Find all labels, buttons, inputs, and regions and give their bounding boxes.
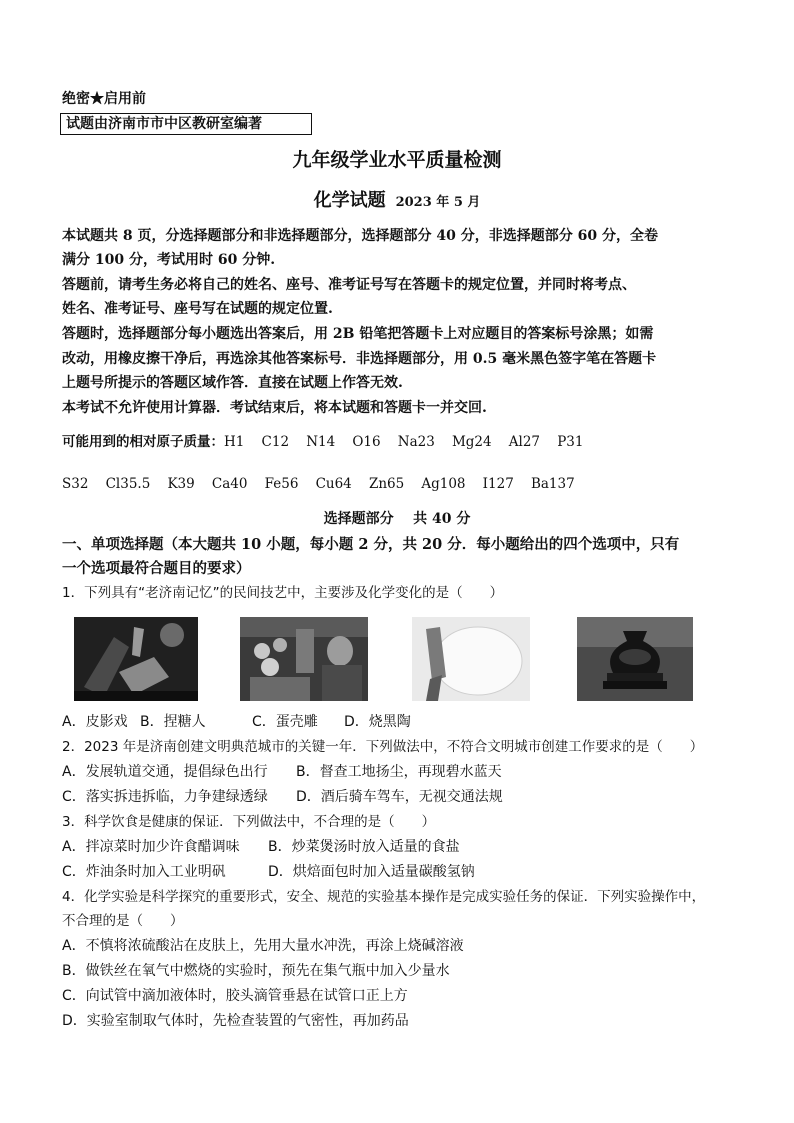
option-d[interactable]: D．实验室制取气体时，先检查装置的气密性，再加药品 bbox=[62, 1013, 409, 1029]
sugar-figure-photo bbox=[240, 617, 368, 701]
option-a[interactable]: A．不慎将浓硫酸沾在皮肤上，先用大量水冲洗，再涂上烧碱溶液 bbox=[62, 938, 464, 954]
option-c[interactable]: C．蛋壳雕 bbox=[252, 714, 318, 730]
atomic-mass-label: 可能用到的相对原子质量： bbox=[62, 434, 224, 450]
eggshell-carving-photo bbox=[412, 617, 530, 701]
question-stem: 不合理的是（ ） bbox=[62, 913, 184, 929]
intro-line: 本试题共 8 页，分选择题部分和非选择题部分，选择题部分 40 分，非选择题部分 60 分，全卷 bbox=[62, 228, 658, 244]
shadow-puppet-photo bbox=[74, 617, 198, 701]
intro-line: 答题时，选择题部分每小题选出答案后，用 2B 铅笔把答题卡上对应题目的答案标号涂黑；如需 bbox=[62, 326, 654, 342]
option-d[interactable]: D．酒后骑车驾车，无视交通法规 bbox=[296, 789, 503, 805]
option-b[interactable]: B．做铁丝在氧气中燃烧的实验时，预先在集气瓶中加入少量水 bbox=[62, 963, 450, 979]
question-stem: 3．科学饮食是健康的保证．下列做法中，不合理的是（ ） bbox=[62, 814, 436, 830]
question-stem: 4．化学实验是科学探究的重要形式，安全、规范的实验基本操作是完成实验任务的保证．下列实验操作中， bbox=[62, 889, 706, 905]
exam-title: 九年级学业水平质量检测 bbox=[292, 149, 502, 171]
option-d[interactable]: D．烧黑陶 bbox=[344, 714, 411, 730]
intro-line: 满分 100 分，考试用时 60 分钟. bbox=[62, 252, 276, 268]
subject-label: 化学试题 bbox=[313, 190, 386, 211]
intro-line: 姓名、准考证号、座号写在试题的规定位置. bbox=[62, 301, 333, 317]
exam-subtitle bbox=[0, 189, 794, 215]
part-one-heading: 一、单项选择题（本大题共 10 小题，每小题 2 分，共 20 分．每小题给出的四个选项中，只有 bbox=[62, 536, 680, 553]
intro-line: 上题号所提示的答题区域作答．直接在试题上作答无效. bbox=[62, 375, 403, 391]
intro-line: 改动，用橡皮擦干净后，再选涂其他答案标号．非选择题部分，用 0.5 毫米黑色签字笔在答题卡 bbox=[62, 351, 657, 367]
option-a[interactable]: A．发展轨道交通，提倡绿色出行 bbox=[62, 764, 268, 780]
intro-line: 本考试不允许使用计算器．考试结束后，将本试题和答题卡一并交回. bbox=[62, 400, 487, 416]
section-title: 选择题部分 共 40 分 bbox=[323, 511, 471, 527]
intro-line: 答题前，请考生务必将自己的姓名、座号、准考证号写在答题卡的规定位置，并同时将考点、 bbox=[62, 277, 636, 293]
source-note: 试题由济南市市中区教研室编著 bbox=[66, 116, 262, 132]
option-b[interactable]: B．捏糖人 bbox=[140, 714, 206, 730]
atomic-mass-line bbox=[62, 433, 583, 451]
option-a[interactable]: A．拌凉菜时加少许食醋调味 bbox=[62, 839, 240, 855]
question-stem: 2．2023 年是济南创建文明典范城市的关键一年．下列做法中，不符合文明城市创建工作要求的是（ ） bbox=[62, 739, 704, 755]
option-b[interactable]: B．炒菜煲汤时放入适量的食盐 bbox=[268, 839, 460, 855]
atomic-mass-values: H1 C12 N14 O16 Na23 Mg24 Al27 P31 bbox=[224, 434, 584, 450]
option-a[interactable]: A．皮影戏 bbox=[62, 714, 128, 730]
atomic-mass-values: S32 Cl35.5 K39 Ca40 Fe56 Cu64 Zn65 Ag108 I127 Ba137 bbox=[62, 476, 575, 492]
confidential-label: 绝密★启用前 bbox=[62, 91, 146, 107]
exam-date: 2023 年 5 月 bbox=[395, 195, 481, 210]
option-b[interactable]: B．督查工地扬尘，再现碧水蓝天 bbox=[296, 764, 502, 780]
question-stem: 1．下列具有“老济南记忆”的民间技艺中，主要涉及化学变化的是（ ） bbox=[62, 585, 504, 601]
part-one-heading: 一个选项最符合题目的要求） bbox=[62, 560, 251, 577]
option-c[interactable]: C．炸油条时加入工业明矾 bbox=[62, 864, 226, 880]
option-c[interactable]: C．向试管中滴加液体时，胶头滴管垂悬在试管口正上方 bbox=[62, 988, 408, 1004]
black-pottery-photo bbox=[577, 617, 693, 701]
option-c[interactable]: C．落实拆违拆临，力争建绿透绿 bbox=[62, 789, 268, 805]
option-d[interactable]: D．烘焙面包时加入适量碳酸氢钠 bbox=[268, 864, 475, 880]
